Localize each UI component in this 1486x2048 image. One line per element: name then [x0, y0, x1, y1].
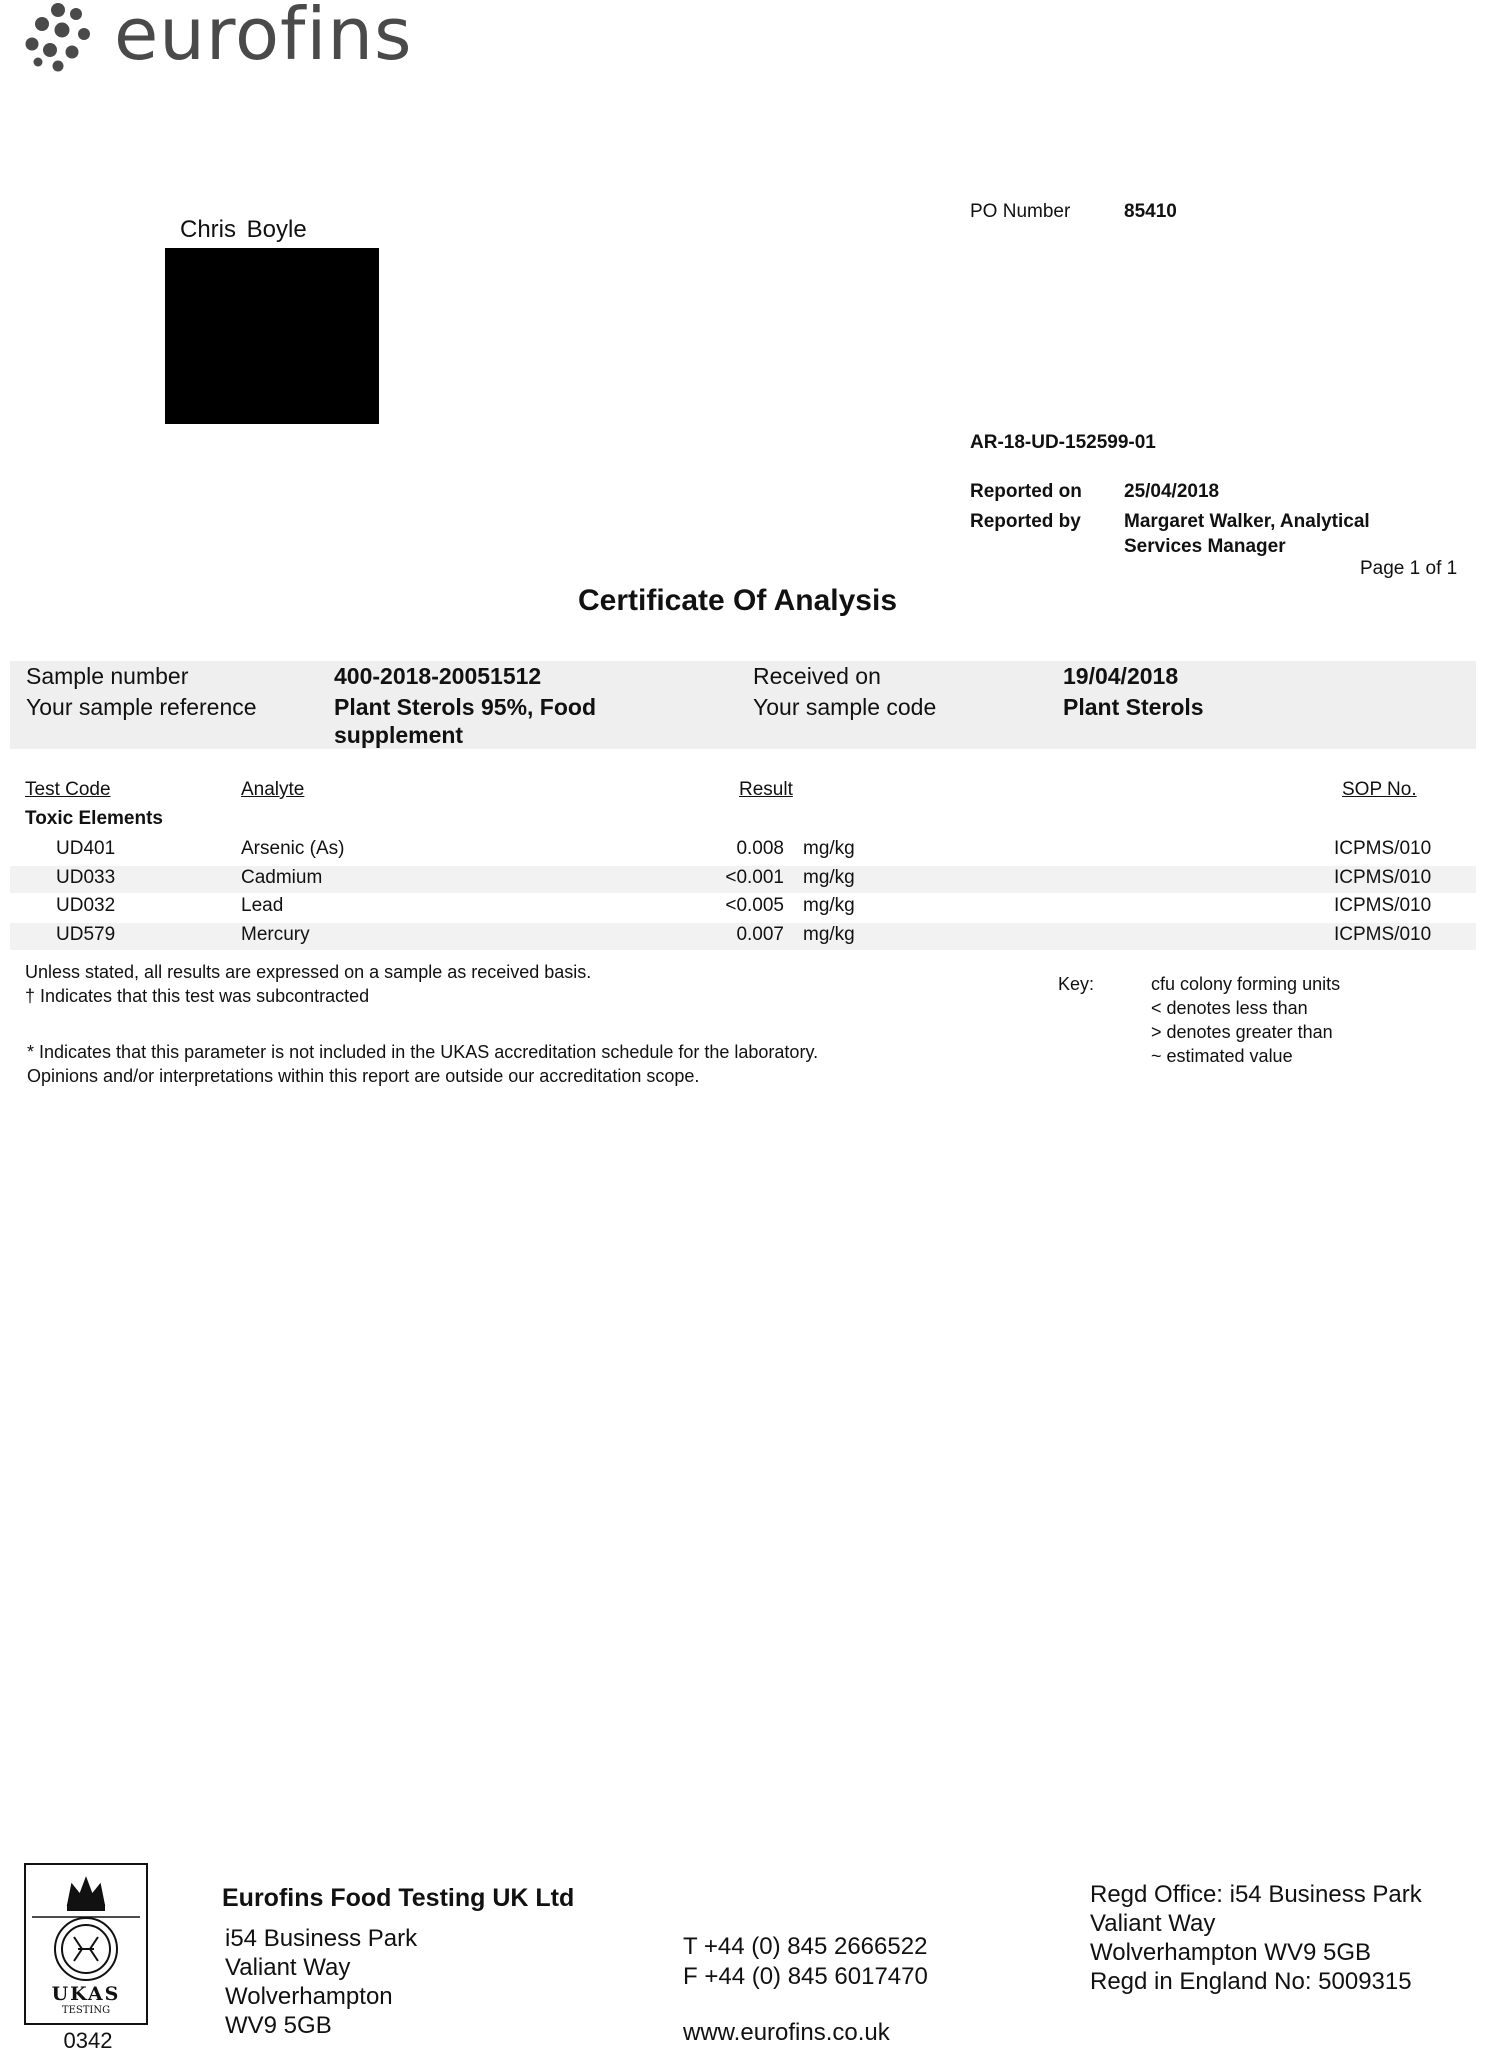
col-header-analyte: Analyte — [241, 779, 305, 800]
row-sop: ICPMS/010 — [1334, 867, 1432, 888]
row-result: 0.008 — [736, 838, 784, 859]
ukas-logo-subtext: TESTING — [61, 2005, 111, 2016]
row-result: <0.001 — [725, 867, 784, 888]
row-test-code: UD032 — [56, 895, 116, 916]
note-ukas: * Indicates that this parameter is not included in the UKAS accreditation schedule for the laboratory. — [27, 1042, 819, 1062]
col-header-result: Result — [739, 779, 793, 800]
footer-address-line: i54 Business Park — [225, 1925, 418, 1952]
sample-number-value: 400-2018-20051512 — [334, 663, 542, 689]
key-label: Key: — [1058, 974, 1095, 994]
footer-address-line: Wolverhampton — [225, 1983, 393, 2010]
row-result: <0.005 — [725, 895, 784, 916]
reported-by-line2: Services Manager — [1124, 536, 1286, 557]
reported-by-label: Reported by — [970, 511, 1081, 532]
row-sop: ICPMS/010 — [1334, 895, 1432, 916]
footer-company-name: Eurofins Food Testing UK Ltd — [222, 1884, 575, 1912]
document-title: Certificate Of Analysis — [578, 584, 897, 617]
sample-reference-line1: Plant Sterols 95%, Food — [334, 694, 596, 720]
row-unit: mg/kg — [803, 838, 855, 859]
reported-by-line1: Margaret Walker, Analytical — [1124, 511, 1370, 532]
row-test-code: UD401 — [56, 838, 116, 859]
row-unit: mg/kg — [803, 867, 855, 888]
row-result: 0.007 — [736, 924, 784, 945]
reported-on-value: 25/04/2018 — [1124, 481, 1220, 502]
key-item: < denotes less than — [1151, 998, 1308, 1018]
footer-phone: T +44 (0) 845 2666522 — [683, 1933, 928, 1960]
eurofins-logo-dots-icon — [22, 0, 100, 72]
reported-on-label: Reported on — [970, 481, 1082, 502]
ukas-accreditation-mark — [24, 1863, 148, 2025]
table-group-heading: Toxic Elements — [25, 808, 163, 829]
key-item: cfu colony forming units — [1151, 974, 1341, 994]
sample-number-label: Sample number — [26, 663, 189, 689]
ukas-logo-text: UKAS — [51, 1983, 121, 2005]
key-item: > denotes greater than — [1151, 1022, 1333, 1042]
footer-regd-line: Regd in England No: 5009315 — [1090, 1968, 1412, 1995]
col-header-sop: SOP No. — [1342, 779, 1417, 800]
row-test-code: UD033 — [56, 867, 116, 888]
row-analyte: Mercury — [241, 924, 310, 945]
po-number-value: 85410 — [1124, 201, 1177, 222]
sample-reference-label: Your sample reference — [26, 694, 257, 720]
col-header-test-code: Test Code — [25, 779, 111, 800]
row-analyte: Cadmium — [241, 867, 323, 888]
received-on-label: Received on — [753, 663, 881, 689]
brand-logo: eurofins — [114, 0, 413, 76]
footer-regd-line: Valiant Way — [1090, 1910, 1216, 1937]
sample-code-label: Your sample code — [753, 694, 937, 720]
row-unit: mg/kg — [803, 895, 855, 916]
note-subcontracted: † Indicates that this test was subcontracted — [25, 986, 370, 1006]
row-sop: ICPMS/010 — [1334, 838, 1432, 859]
row-sop: ICPMS/010 — [1334, 924, 1432, 945]
footer-address-line: WV9 5GB — [225, 2012, 332, 2039]
row-analyte: Arsenic (As) — [241, 838, 345, 859]
ukas-number: 0342 — [63, 2028, 113, 2048]
received-on-value: 19/04/2018 — [1063, 663, 1179, 689]
report-id: AR-18-UD-152599-01 — [970, 432, 1156, 453]
footer-regd-line: Regd Office: i54 Business Park — [1090, 1881, 1422, 1908]
footer-regd-line: Wolverhampton WV9 5GB — [1090, 1939, 1372, 1966]
footer-fax: F +44 (0) 845 6017470 — [683, 1963, 928, 1990]
page-indicator: Page 1 of 1 — [1360, 558, 1458, 579]
note-basis: Unless stated, all results are expressed on a sample as received basis. — [25, 962, 592, 982]
po-number-label: PO Number — [970, 201, 1071, 222]
key-item: ~ estimated value — [1151, 1046, 1293, 1066]
row-unit: mg/kg — [803, 924, 855, 945]
sample-code-value: Plant Sterols — [1063, 694, 1204, 720]
note-opinions: Opinions and/or interpretations within this report are outside our accreditation scope. — [27, 1066, 700, 1086]
sample-reference-line2: supplement — [334, 722, 464, 748]
footer-address-line: Valiant Way — [225, 1954, 351, 1981]
row-analyte: Lead — [241, 895, 284, 916]
redacted-address-block — [165, 248, 379, 424]
row-test-code: UD579 — [56, 924, 116, 945]
footer-website-link[interactable]: www.eurofins.co.uk — [683, 2019, 890, 2046]
recipient-name: Chris Boyle — [180, 216, 307, 243]
